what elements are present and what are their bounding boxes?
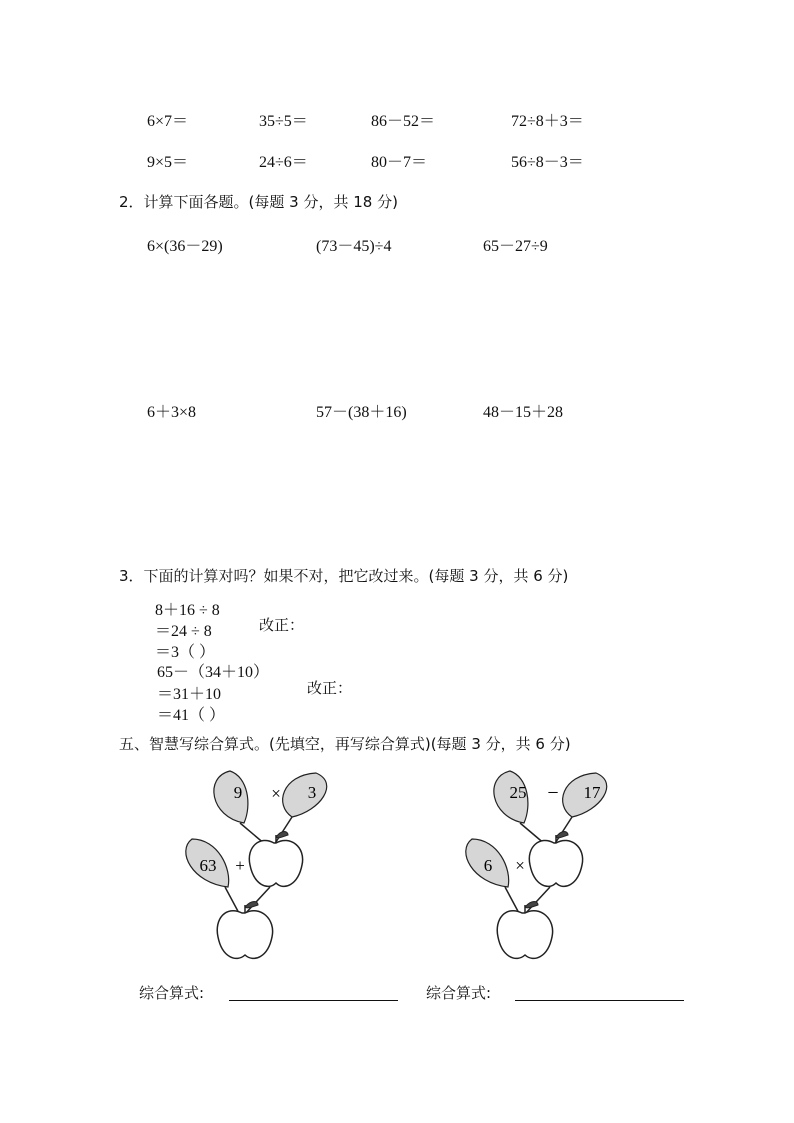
q2-problem: 57－(38＋16) <box>316 404 407 421</box>
oral-problem: 35÷5＝ <box>259 113 308 130</box>
oral-problem: 80－7＝ <box>371 154 428 171</box>
q3-step: ＝31＋10 <box>157 686 222 703</box>
oral-problem: 72÷8＋3＝ <box>511 113 584 130</box>
q2-problem: 6×(36－29) <box>147 238 223 255</box>
leaf-shape <box>283 773 327 817</box>
apple-icon <box>217 902 272 959</box>
q3-correction-label: 改正： <box>307 679 353 697</box>
operator-symbol: + <box>235 856 245 875</box>
answer-label: 综合算式: <box>139 984 205 1002</box>
leaf-number: 9 <box>233 783 243 802</box>
leaf-shape <box>214 771 248 823</box>
q2-problem: 48－15＋28 <box>483 404 564 421</box>
oral-problem: 6×7＝ <box>147 113 189 130</box>
q3-step: 65－（34＋10） <box>157 664 270 681</box>
q3-step: ＝41（ ） <box>157 707 226 724</box>
q5-title: 五、智慧写综合算式。(先填空，再写综合算式)(每题 3 分，共 6 分) <box>119 735 571 753</box>
apple-icon <box>497 902 552 959</box>
operator-symbol: × <box>271 784 281 803</box>
oral-problem: 9×5＝ <box>147 154 189 171</box>
apple-tree-diagram-2 <box>450 765 630 965</box>
oral-problem: 56÷8－3＝ <box>511 154 584 171</box>
q3-title: 3．下面的计算对吗？如果不对，把它改过来。(每题 3 分，共 6 分) <box>119 567 569 585</box>
q3-step: ＝3（ ） <box>155 644 216 661</box>
answer-blank-line[interactable] <box>515 1000 684 1001</box>
q2-problem: (73－45)÷4 <box>316 238 392 255</box>
q2-title: 2．计算下面各题。(每题 3 分，共 18 分) <box>119 193 398 211</box>
leaf-number: 63 <box>199 856 217 875</box>
answer-blank-line[interactable] <box>229 1000 398 1001</box>
operator-symbol: × <box>515 856 525 875</box>
oral-problem: 24÷6＝ <box>259 154 308 171</box>
apple-tree-diagram-1 <box>170 765 350 965</box>
leaf-number: 6 <box>483 856 493 875</box>
oral-problem: 86－52＝ <box>371 113 436 130</box>
operator-symbol: − <box>547 782 559 804</box>
q2-problem: 65－27÷9 <box>483 238 548 255</box>
leaf-number: 25 <box>509 783 527 802</box>
q2-problem: 6＋3×8 <box>147 404 197 421</box>
apple-icon <box>249 832 302 887</box>
q3-step: ＝24 ÷ 8 <box>155 623 212 640</box>
apple-icon <box>529 832 582 887</box>
leaf-number: 17 <box>583 783 601 802</box>
answer-label: 综合算式: <box>426 984 492 1002</box>
leaf-number: 3 <box>307 783 317 802</box>
q3-step: 8＋16 ÷ 8 <box>155 602 220 619</box>
q3-correction-label: 改正： <box>259 616 305 634</box>
